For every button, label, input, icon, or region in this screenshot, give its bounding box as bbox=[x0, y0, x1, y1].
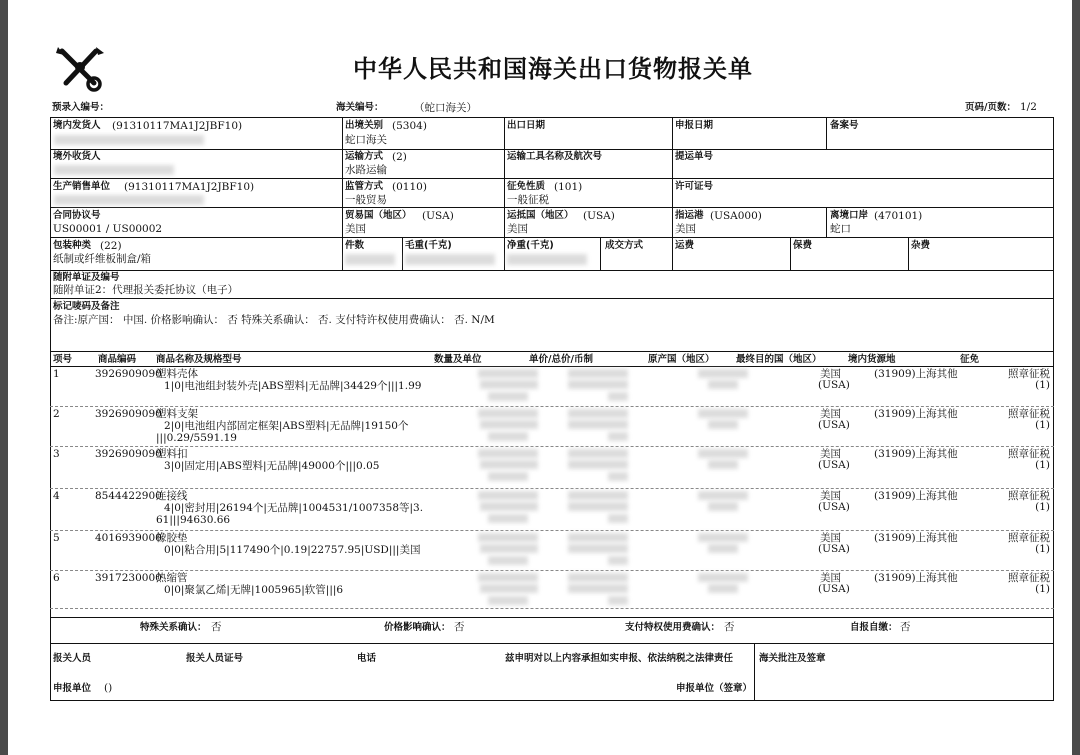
redacted-value bbox=[608, 432, 628, 441]
redacted-value bbox=[698, 449, 748, 458]
row-spec-2: 61|||94630.66 bbox=[156, 514, 231, 526]
redacted-value bbox=[698, 491, 748, 500]
transport-mode-code: (2) bbox=[392, 151, 407, 163]
row-code: 3926909090 bbox=[95, 448, 162, 460]
row-source: (31909)上海其他 bbox=[874, 532, 958, 544]
row-spec: 3|0|固定用|ABS塑料|无品牌|49000个|||0.05 bbox=[164, 460, 380, 472]
row-spec: 0|0|粘合用|5|117490个|0.19|22757.95|USD|||美国 bbox=[164, 544, 421, 556]
redacted-value bbox=[608, 596, 628, 605]
row-name: 塑料壳体 bbox=[156, 368, 198, 380]
row-code: 8544422900 bbox=[95, 490, 162, 502]
goods-header-source: 境内货源地 bbox=[848, 354, 896, 365]
redacted-value bbox=[698, 573, 748, 582]
row-dest-code: (USA) bbox=[818, 419, 850, 431]
redacted-value bbox=[480, 460, 538, 469]
tax-code: (101) bbox=[554, 181, 583, 193]
row-dest: 美国 bbox=[820, 572, 841, 584]
vessel-label: 运输工具名称及航次号 bbox=[507, 151, 603, 162]
phone-label: 电话 bbox=[357, 653, 377, 664]
row-dest: 美国 bbox=[820, 368, 841, 380]
prerecord-label: 预录入编号： bbox=[52, 102, 110, 113]
tax-label: 征免性质 bbox=[507, 181, 546, 192]
misc-label: 杂费 bbox=[911, 240, 931, 251]
bill-label: 提运单号 bbox=[675, 151, 714, 162]
row-duty: 照章征税 bbox=[1008, 408, 1050, 420]
shipper-label: 境内发货人 bbox=[53, 120, 101, 131]
row-name: 橡胶垫 bbox=[156, 532, 188, 544]
row-source: (31909)上海其他 bbox=[874, 408, 958, 420]
redacted-value bbox=[478, 491, 538, 500]
declarant-cert-label: 报关人员证号 bbox=[186, 653, 244, 664]
redacted-value bbox=[480, 584, 538, 593]
redacted-value bbox=[698, 533, 748, 542]
redacted-value bbox=[608, 472, 628, 481]
goods-header-dest: 最终目的国（地区） bbox=[736, 354, 822, 365]
document-title: 中华人民共和国海关出口货物报关单 bbox=[353, 55, 753, 83]
row-spec-2: |||0.29/5591.19 bbox=[156, 432, 237, 444]
port-code: (USA000) bbox=[710, 210, 762, 222]
declare-date-label: 申报日期 bbox=[675, 120, 714, 131]
transport-mode-name: 水路运输 bbox=[345, 164, 387, 176]
special-value: 否 bbox=[211, 621, 222, 633]
redacted-value bbox=[488, 392, 528, 401]
row-dest: 美国 bbox=[820, 490, 841, 502]
package-label: 包装种类 bbox=[53, 240, 92, 251]
unit-sign-label: 申报单位（签章） bbox=[676, 683, 753, 694]
row-duty: 照章征税 bbox=[1008, 532, 1050, 544]
insurance-label: 保费 bbox=[793, 240, 813, 251]
row-code: 3926909090 bbox=[95, 408, 162, 420]
unit-value: () bbox=[104, 682, 113, 694]
goods-header-price: 单价/总价/币制 bbox=[529, 354, 593, 365]
declaration-sheet bbox=[8, 0, 1072, 755]
redacted-value bbox=[708, 544, 738, 553]
supervision-code: (0110) bbox=[392, 181, 427, 193]
redacted-value bbox=[488, 432, 528, 441]
row-dest-code: (USA) bbox=[818, 583, 850, 595]
exit-port-name: 蛇口 bbox=[830, 223, 851, 235]
price-value: 否 bbox=[454, 621, 465, 633]
redacted-value bbox=[478, 573, 538, 582]
transport-mode-label: 运输方式 bbox=[345, 151, 384, 162]
redacted-value bbox=[478, 369, 538, 378]
redacted-value bbox=[568, 420, 628, 429]
price-label: 价格影响确认： bbox=[384, 622, 451, 633]
row-name: 连接线 bbox=[156, 490, 188, 502]
row-source: (31909)上海其他 bbox=[874, 490, 958, 502]
row-duty-code: (1) bbox=[1035, 419, 1050, 431]
row-dest-code: (USA) bbox=[818, 501, 850, 513]
contract-label: 合同协议号 bbox=[53, 210, 101, 221]
unit-label: 申报单位 bbox=[53, 683, 92, 694]
redacted-value bbox=[478, 533, 538, 542]
dest-country-label: 运抵国（地区） bbox=[507, 210, 574, 221]
exit-customs-name: 蛇口海关 bbox=[345, 134, 387, 146]
row-dest: 美国 bbox=[820, 532, 841, 544]
dest-country-code: (USA) bbox=[583, 210, 615, 222]
pieces-label: 件数 bbox=[345, 240, 365, 251]
goods-header-qty: 数量及单位 bbox=[434, 354, 482, 365]
row-divider bbox=[50, 570, 1054, 571]
row-code: 3926909090 bbox=[95, 368, 162, 380]
redacted-value bbox=[568, 584, 628, 593]
royalty-label: 支付特权使用费确认： bbox=[625, 622, 721, 633]
redacted-value bbox=[480, 420, 538, 429]
license-label: 许可证号 bbox=[675, 181, 714, 192]
package-name: 纸制或纤维板制盒/箱 bbox=[53, 253, 152, 265]
redacted-value bbox=[608, 556, 628, 565]
goods-header-origin: 原产国（地区） bbox=[648, 354, 715, 365]
row-spec: 1|0|电池组封装外壳|ABS塑料|无品牌|34429个|||1.99 bbox=[164, 380, 422, 392]
redacted-value bbox=[568, 491, 628, 500]
attach-label: 随附单证及编号 bbox=[53, 272, 120, 283]
exit-port-code: (470101) bbox=[874, 210, 923, 222]
consignee-label: 境外收货人 bbox=[53, 151, 101, 162]
row-duty: 照章征税 bbox=[1008, 572, 1050, 584]
shipper-code: (91310117MA1J2JBF10) bbox=[112, 120, 243, 132]
redacted-value bbox=[568, 573, 628, 582]
page-label: 页码/页数： bbox=[965, 102, 1016, 113]
row-divider bbox=[50, 406, 1054, 407]
trade-country-name: 美国 bbox=[345, 223, 366, 235]
row-duty-code: (1) bbox=[1035, 459, 1050, 471]
redacted-value bbox=[488, 556, 528, 565]
redacted-value bbox=[698, 369, 748, 378]
redacted-value bbox=[480, 502, 538, 511]
contract-value: US00001 / US00002 bbox=[53, 223, 163, 235]
redacted-value bbox=[568, 449, 628, 458]
redacted-value bbox=[478, 409, 538, 418]
redacted-value bbox=[708, 502, 738, 511]
record-no-label: 备案号 bbox=[830, 120, 859, 131]
redacted-value bbox=[608, 514, 628, 523]
self-value: 否 bbox=[900, 621, 911, 633]
row-no: 1 bbox=[53, 368, 60, 380]
marks-value: 备注:原产国： 中国. 价格影响确认： 否 特殊关系确认： 否. 支付特许权使用费确认： 否. N/M bbox=[53, 314, 495, 326]
attach-value: 随附单证2：代理报关委托协议（电子） bbox=[53, 284, 239, 296]
row-no: 5 bbox=[53, 532, 60, 544]
goods-header-code: 商品编码 bbox=[98, 354, 137, 365]
row-no: 4 bbox=[53, 490, 60, 502]
exit-customs-label: 出境关别 bbox=[345, 120, 384, 131]
self-label: 自报自缴： bbox=[850, 622, 898, 633]
row-duty: 照章征税 bbox=[1008, 368, 1050, 380]
redacted-value bbox=[478, 449, 538, 458]
gross-label: 毛重(千克) bbox=[405, 240, 452, 251]
row-name: 热缩管 bbox=[156, 572, 188, 584]
trade-country-label: 贸易国（地区） bbox=[345, 210, 412, 221]
row-source: (31909)上海其他 bbox=[874, 572, 958, 584]
freight-label: 运费 bbox=[675, 240, 695, 251]
row-divider bbox=[50, 488, 1054, 489]
redacted-value bbox=[568, 544, 628, 553]
exit-port-label: 离境口岸 bbox=[830, 210, 869, 221]
redacted-value bbox=[568, 409, 628, 418]
redacted-value bbox=[568, 380, 628, 389]
redacted-value bbox=[488, 596, 528, 605]
row-source: (31909)上海其他 bbox=[874, 448, 958, 460]
package-code: (22) bbox=[100, 240, 122, 252]
row-duty: 照章征税 bbox=[1008, 490, 1050, 502]
row-dest-code: (USA) bbox=[818, 543, 850, 555]
redacted-value bbox=[708, 420, 738, 429]
page-value: 1/2 bbox=[1020, 101, 1037, 113]
special-label: 特殊关系确认： bbox=[140, 622, 207, 633]
row-source: (31909)上海其他 bbox=[874, 368, 958, 380]
redacted-value bbox=[568, 502, 628, 511]
redacted-value bbox=[488, 514, 528, 523]
row-dest: 美国 bbox=[820, 448, 841, 460]
goods-header-no: 项号 bbox=[53, 354, 73, 365]
redacted-value bbox=[488, 472, 528, 481]
redacted-value bbox=[480, 380, 538, 389]
redacted-value bbox=[568, 533, 628, 542]
producer-label: 生产销售单位 bbox=[53, 181, 111, 192]
supervision-name: 一般贸易 bbox=[345, 194, 387, 206]
row-dest-code: (USA) bbox=[818, 379, 850, 391]
customs-office: （蛇口海关） bbox=[414, 102, 477, 114]
row-divider bbox=[50, 530, 1054, 531]
row-dest: 美国 bbox=[820, 408, 841, 420]
trade-country-code: (USA) bbox=[422, 210, 454, 222]
redacted-value bbox=[698, 409, 748, 418]
producer-code: (91310117MA1J2JBF10) bbox=[124, 181, 255, 193]
redacted-value bbox=[708, 460, 738, 469]
customs-emblem-icon bbox=[52, 43, 110, 93]
approval-label: 海关批注及签章 bbox=[759, 653, 826, 664]
customs-no-label: 海关编号： bbox=[336, 102, 384, 113]
row-no: 2 bbox=[53, 408, 60, 420]
row-spec: 0|0|聚氯乙烯|无牌|1005965|软管|||6 bbox=[164, 584, 344, 596]
goods-header-duty: 征免 bbox=[960, 354, 980, 365]
redacted-value bbox=[480, 544, 538, 553]
supervision-label: 监管方式 bbox=[345, 181, 384, 192]
row-duty-code: (1) bbox=[1035, 543, 1050, 555]
statement: 兹申明对以上内容承担如实申报、依法纳税之法律责任 bbox=[505, 653, 734, 664]
row-dest-code: (USA) bbox=[818, 459, 850, 471]
port-name: 美国 bbox=[675, 223, 696, 235]
row-code: 3917230000 bbox=[95, 572, 162, 584]
export-date-label: 出口日期 bbox=[507, 120, 546, 131]
row-divider bbox=[50, 608, 1054, 609]
net-label: 净重(千克) bbox=[507, 240, 554, 251]
row-name: 塑料扣 bbox=[156, 448, 188, 460]
exit-customs-code: (5304) bbox=[392, 120, 427, 132]
redacted-value bbox=[568, 460, 628, 469]
declarant-label: 报关人员 bbox=[53, 653, 92, 664]
row-no: 3 bbox=[53, 448, 60, 460]
tax-name: 一般征税 bbox=[507, 194, 549, 206]
redacted-value bbox=[708, 584, 738, 593]
row-divider bbox=[50, 446, 1054, 447]
port-label: 指运港 bbox=[675, 210, 704, 221]
row-duty-code: (1) bbox=[1035, 583, 1050, 595]
row-spec: 2|0|电池组内部固定框架|ABS塑料|无品牌|19150个 bbox=[164, 420, 409, 432]
marks-label: 标记唛码及备注 bbox=[53, 301, 120, 312]
dest-country-name: 美国 bbox=[507, 223, 528, 235]
row-duty: 照章征税 bbox=[1008, 448, 1050, 460]
row-code: 4016939000 bbox=[95, 532, 162, 544]
row-spec: 4|0|密封用|26194个|无品牌|1004531/1007358等|3. bbox=[164, 502, 424, 514]
redacted-value bbox=[568, 369, 628, 378]
redacted-value bbox=[608, 392, 628, 401]
deal-label: 成交方式 bbox=[605, 240, 644, 251]
row-duty-code: (1) bbox=[1035, 379, 1050, 391]
row-name: 塑料支架 bbox=[156, 408, 198, 420]
row-duty-code: (1) bbox=[1035, 501, 1050, 513]
goods-header-name: 商品名称及规格型号 bbox=[156, 354, 242, 365]
row-no: 6 bbox=[53, 572, 60, 584]
royalty-value: 否 bbox=[724, 621, 735, 633]
redacted-value bbox=[708, 380, 738, 389]
